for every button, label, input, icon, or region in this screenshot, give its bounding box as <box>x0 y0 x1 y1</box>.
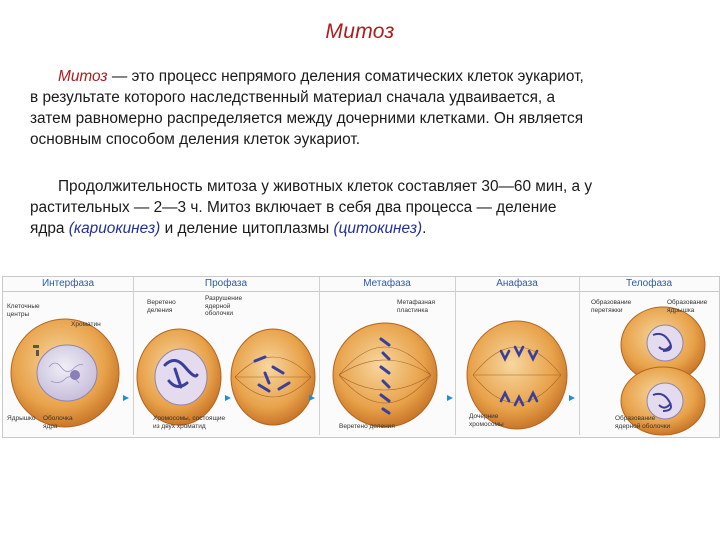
label-spindle: Веретено деления <box>147 299 176 314</box>
mitosis-figure <box>2 276 720 438</box>
phase-title-prophase: Профаза <box>204 278 248 289</box>
duration-line-3-b: и деление цитоплазмы <box>160 220 334 237</box>
phase-title-metaphase: Метафаза <box>363 278 411 289</box>
phase-title-anaphase: Анафаза <box>496 278 538 289</box>
duration-paragraph <box>30 176 690 239</box>
duration-line-3 <box>30 218 690 239</box>
prophase-cell-late <box>231 329 315 425</box>
label-chromosomes-two-chromatids: Хромосомы, состоящие из двух хроматид <box>153 415 226 430</box>
arrow-icon <box>225 395 231 401</box>
term-karyokinesis: (кариокинез) <box>68 220 161 237</box>
label-text: Клеточные центры <box>7 303 40 318</box>
label-nucleolus-formation: Образование ядрышка <box>667 299 708 314</box>
metaphase-cell <box>333 323 437 427</box>
arrow-icon <box>569 395 575 401</box>
definition-line-1 <box>30 66 690 87</box>
page-title: Митоз <box>325 20 395 43</box>
phase-title-telophase: Телофаза <box>625 278 673 289</box>
definition-line-2: в результате которого наследственный материал сначала удваивается, а <box>30 89 556 106</box>
arrow-icon <box>447 395 453 401</box>
label-chromatin: Хроматин <box>71 321 101 328</box>
label-constriction: Образование перетяжки <box>591 299 632 314</box>
label-metaphase-plate: Метафазная пластинка <box>397 299 436 314</box>
label-nuclear-envelope: Оболочка ядра <box>43 415 73 430</box>
label-envelope-breakdown: Разрушение ядерной оболочки <box>205 295 243 317</box>
label-spindle-metaphase: Веретено деления <box>339 423 395 430</box>
duration-line-2: растительных — 2—3 ч. Митоз включает в себя два процесса — деление <box>30 199 557 216</box>
arrow-icon <box>123 395 129 401</box>
label-envelope-formation: Образование ядерной оболочки <box>615 415 671 430</box>
prophase-cell-early <box>137 329 221 425</box>
label-daughter-chromosomes: Дочерние хромосомы <box>469 413 504 428</box>
duration-line-3-a: ядра <box>30 220 69 237</box>
definition-line-1-text: — это процесс непрямого деления соматических клеток эукариот, <box>107 68 584 85</box>
duration-line-3-c: . <box>422 220 427 237</box>
definition-line-3: затем равномерно распределяется между дочерними клетками. Он является <box>30 110 584 127</box>
interphase-cell <box>11 319 119 427</box>
label-centrioles <box>7 303 40 318</box>
label-nucleolus: Ядрышко <box>7 415 36 422</box>
definition-paragraph <box>30 66 690 150</box>
phase-title-interphase: Интерфаза <box>41 278 95 289</box>
term-mitosis: Митоз <box>58 68 108 85</box>
duration-line-1: Продолжительность митоза у животных клеток составляет 30—60 мин, а у <box>58 178 593 195</box>
definition-line-4: основным способом деления клеток эукариот. <box>30 131 360 148</box>
term-cytokinesis: (цитокинез) <box>333 220 423 237</box>
